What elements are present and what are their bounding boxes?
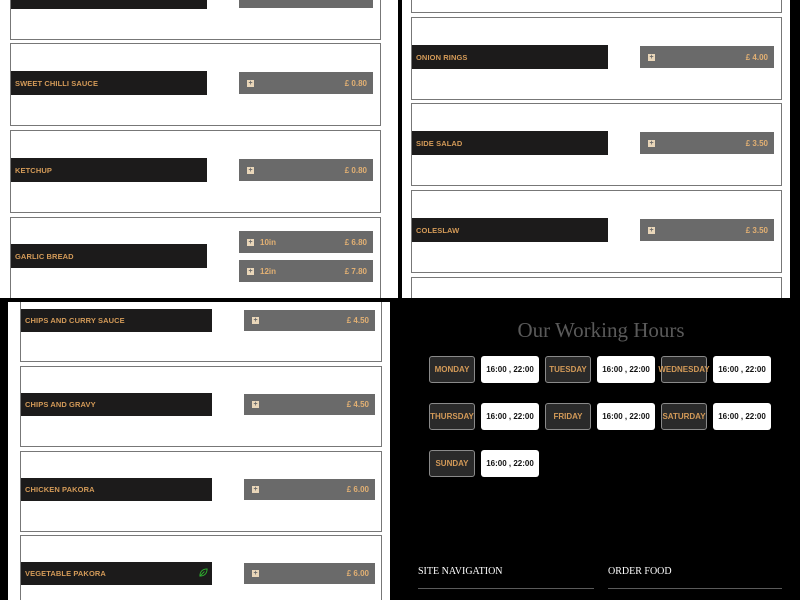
plus-icon: + (248, 238, 253, 246)
day-label-sunday: SUNDAY (429, 450, 475, 477)
plus-icon: + (649, 226, 654, 234)
item-price: £ 6.00 (346, 569, 369, 578)
add-to-cart-button[interactable] (640, 132, 774, 154)
day-label-thursday: THURSDAY (429, 403, 475, 430)
add-to-cart-button[interactable] (244, 394, 375, 415)
menu-item-name: ONION RINGS (412, 45, 608, 69)
item-price: £ 0.80 (344, 165, 367, 175)
time-wednesday: 16:00 , 22:00 (713, 356, 771, 383)
add-to-cart-button[interactable] (244, 479, 375, 500)
time-thursday: 16:00 , 22:00 (481, 403, 539, 430)
menu-item-name (21, 562, 212, 585)
item-price: £ 6.00 (346, 485, 369, 494)
footer-divider (418, 588, 594, 589)
menu-item-card (20, 451, 382, 532)
day-label-monday: MONDAY (429, 356, 475, 383)
leaf-icon (199, 568, 208, 579)
plus-icon: + (649, 139, 654, 147)
time-saturday: 16:00 , 22:00 (713, 403, 771, 430)
menu-item-card (411, 277, 782, 298)
day-label-tuesday: TUESDAY (545, 356, 591, 383)
item-size: 10in (260, 237, 277, 247)
plus-icon: + (248, 267, 253, 275)
divider (0, 302, 8, 600)
menu-item-label: VEGETABLE PAKORA (25, 569, 106, 578)
item-price: £ 4.50 (346, 400, 369, 409)
menu-item-card (10, 130, 381, 213)
menu-item-card (20, 302, 382, 362)
plus-icon: + (248, 166, 253, 174)
item-price: £ 7.80 (344, 266, 367, 276)
plus-icon: + (248, 79, 253, 87)
working-hours-section (402, 302, 800, 600)
footer-divider (608, 588, 782, 589)
day-label-wednesday: WEDNESDAY (661, 356, 707, 383)
time-monday: 16:00 , 22:00 (481, 356, 539, 383)
day-label-friday: FRIDAY (545, 403, 591, 430)
item-price: £ 3.50 (745, 225, 768, 235)
divider (390, 302, 398, 600)
add-to-cart-button[interactable] (239, 0, 373, 8)
menu-item-card (20, 366, 382, 447)
menu-item-name: CHIPS AND CURRY SAUCE (21, 309, 212, 332)
day-label-saturday: SATURDAY (661, 403, 707, 430)
menu-item-card (20, 535, 382, 600)
item-price: £ 3.50 (745, 138, 768, 148)
menu-item-name: SIDE SALAD (412, 131, 608, 155)
item-price: £ 4.00 (745, 52, 768, 62)
item-size: 12in (260, 266, 277, 276)
plus-icon: + (253, 401, 258, 408)
menu-panel-bottom-left (0, 302, 398, 600)
plus-icon: + (253, 317, 258, 324)
menu-panel-top-left (0, 0, 398, 298)
time-friday: 16:00 , 22:00 (597, 403, 655, 430)
menu-item-name: COLESLAW (412, 218, 608, 242)
add-to-cart-button[interactable] (244, 310, 375, 331)
menu-item-card (10, 0, 381, 40)
time-sunday: 16:00 , 22:00 (481, 450, 539, 477)
add-to-cart-button[interactable] (640, 219, 774, 241)
menu-item-name (11, 0, 207, 9)
plus-icon: + (649, 53, 654, 61)
menu-item-card (411, 190, 782, 273)
add-to-cart-button[interactable] (640, 46, 774, 68)
menu-item-name: KETCHUP (11, 158, 207, 182)
menu-item-card (10, 43, 381, 126)
menu-item-card (10, 217, 381, 298)
divider (398, 0, 402, 298)
add-to-cart-button[interactable] (239, 260, 373, 282)
footer-site-navigation-heading: SITE NAVIGATION (418, 566, 503, 577)
working-hours-title: Our Working Hours (517, 318, 685, 342)
plus-icon: + (253, 486, 258, 493)
menu-item-name: SWEET CHILLI SAUCE (11, 71, 207, 95)
time-tuesday: 16:00 , 22:00 (597, 356, 655, 383)
menu-item-card (411, 0, 782, 13)
scrollbar-track[interactable] (790, 0, 800, 298)
plus-icon: + (253, 570, 258, 577)
item-price: £ 0.80 (344, 78, 367, 88)
item-price: £ 6.80 (344, 237, 367, 247)
add-to-cart-button[interactable] (239, 231, 373, 253)
menu-item-card (411, 17, 782, 100)
menu-item-name: CHICKEN PAKORA (21, 478, 212, 501)
item-price: £ 4.50 (346, 316, 369, 325)
menu-item-name: GARLIC BREAD (11, 244, 207, 268)
add-to-cart-button[interactable] (244, 563, 375, 584)
menu-panel-top-right (402, 0, 790, 298)
add-to-cart-button[interactable] (239, 72, 373, 94)
menu-item-card (411, 103, 782, 186)
footer-order-food-heading: ORDER FOOD (608, 566, 672, 577)
add-to-cart-button[interactable] (239, 159, 373, 181)
menu-item-name: CHIPS AND GRAVY (21, 393, 212, 416)
